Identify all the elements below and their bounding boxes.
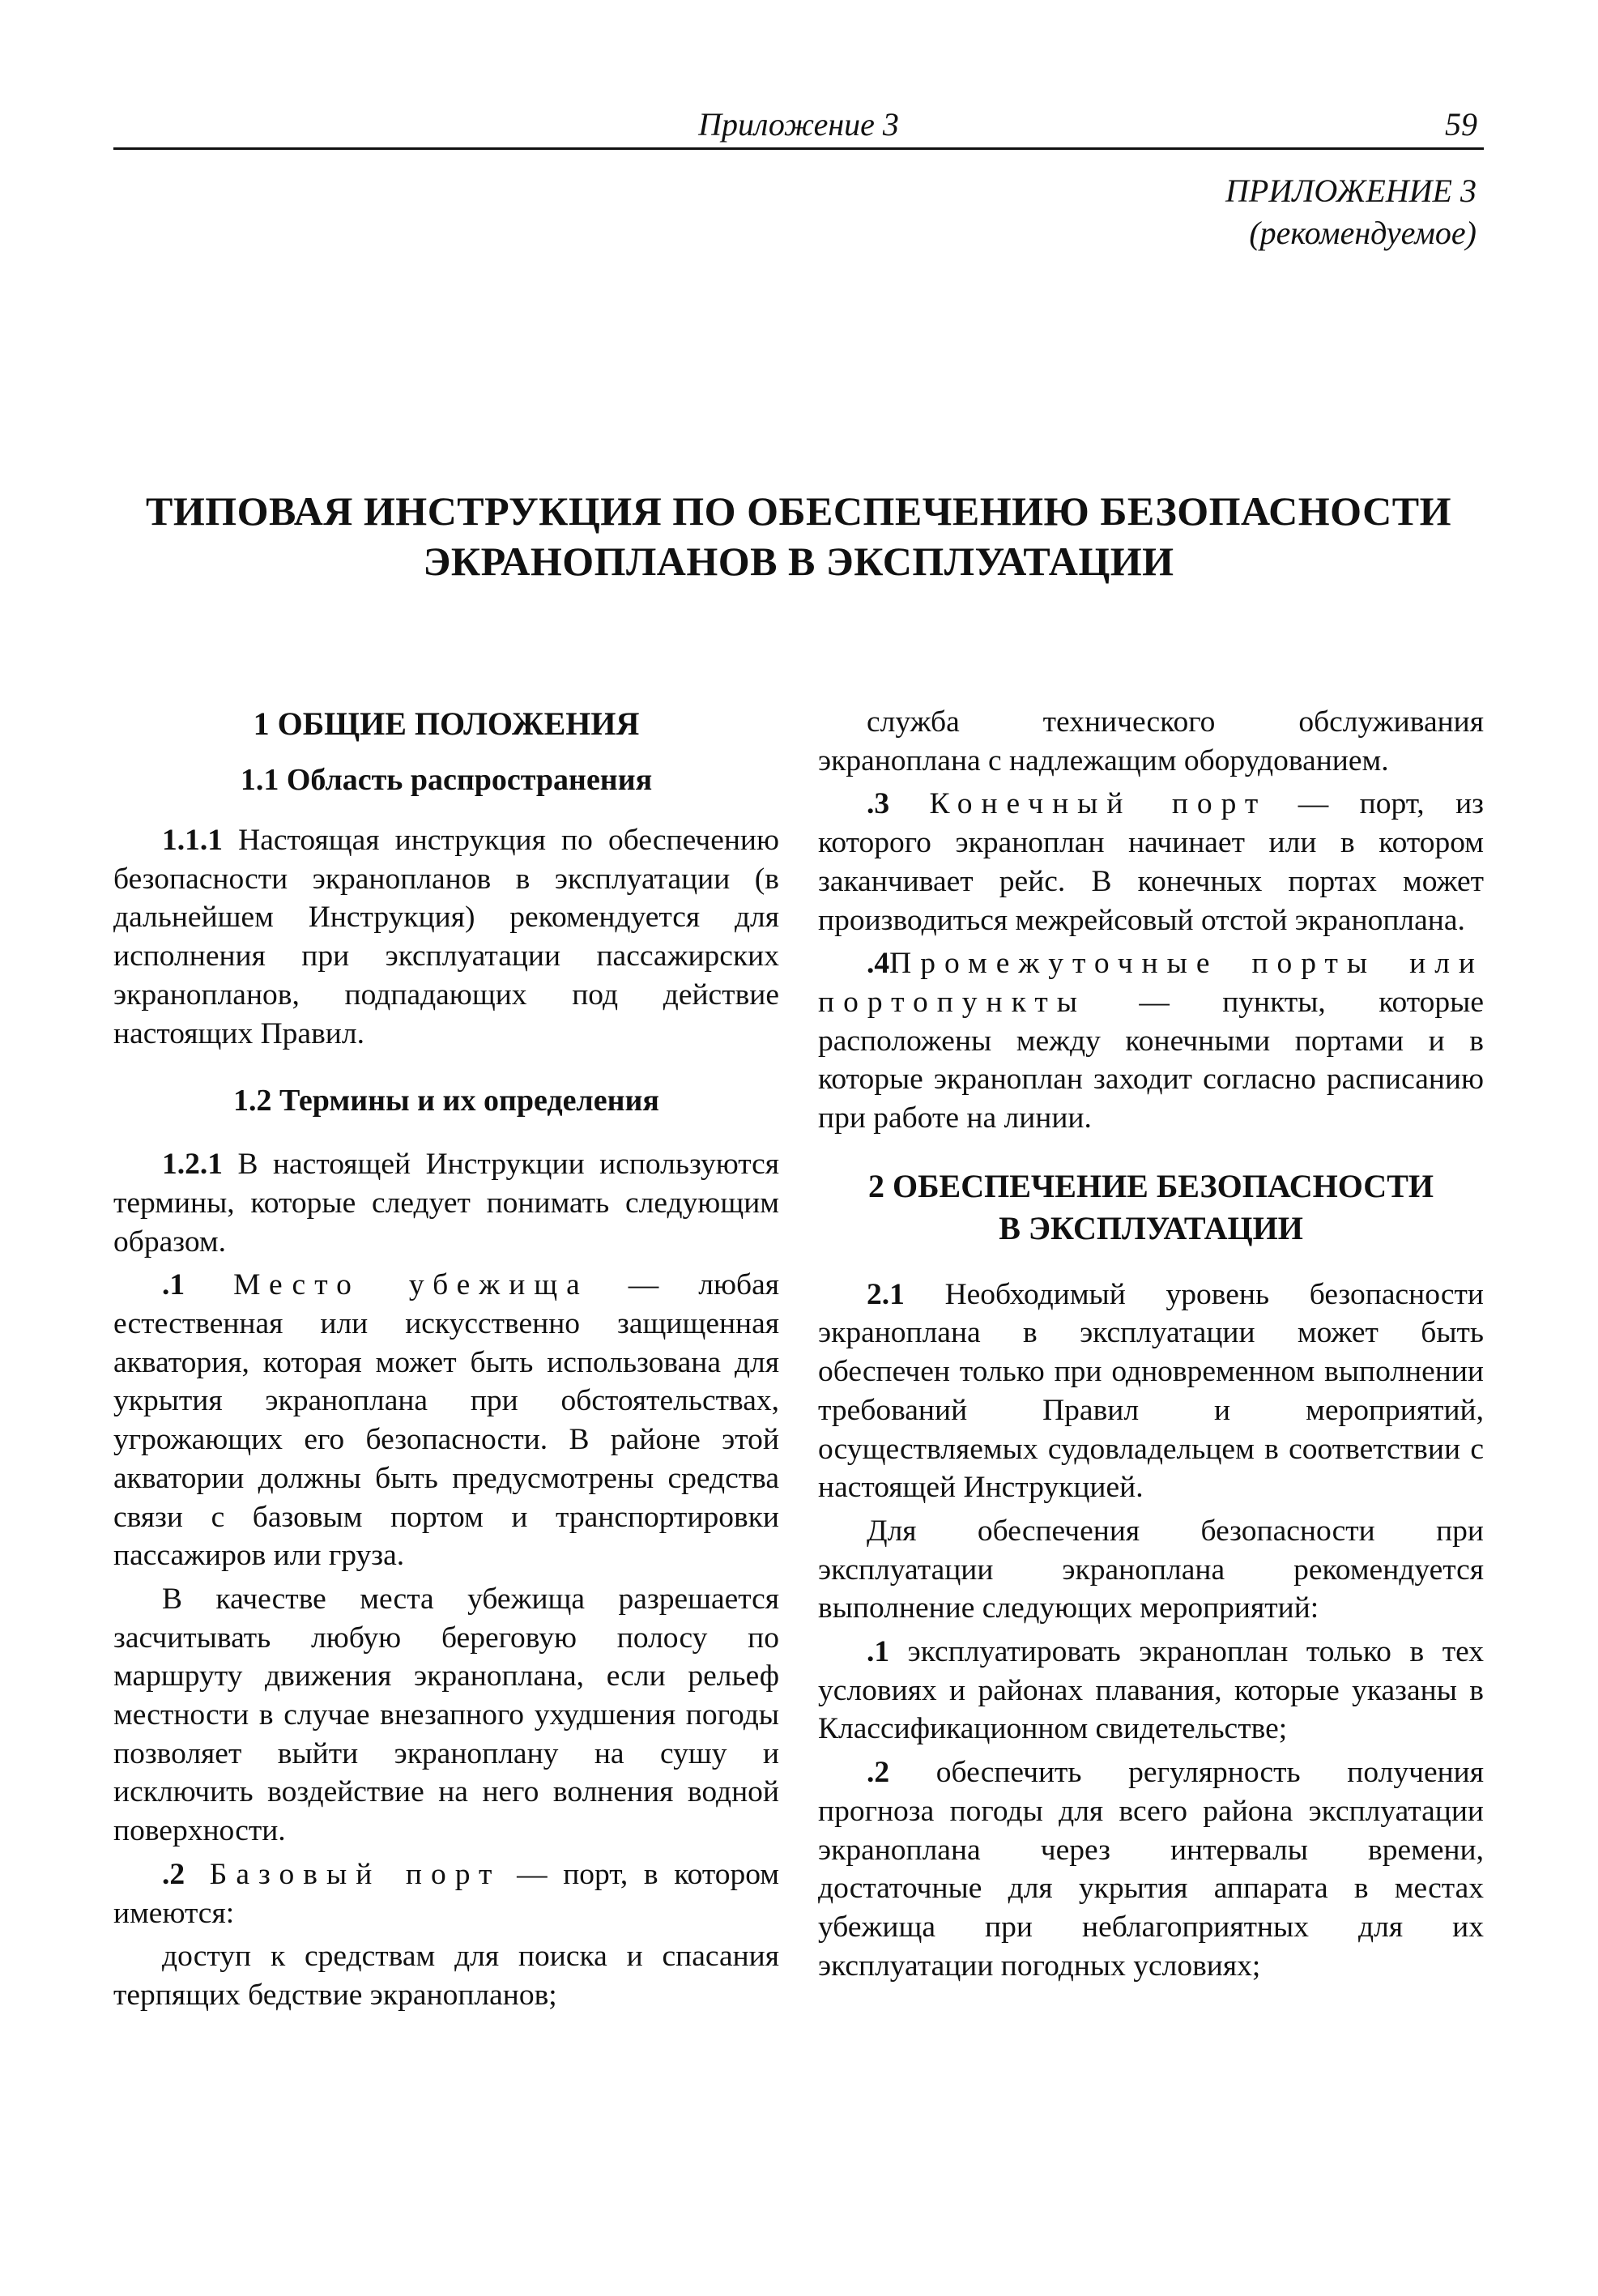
running-title: Приложение 3 — [698, 106, 899, 143]
paragraph-text: Настоящая инструкция по обеспечению безопасности экранопланов в эксплуатации (в дальнейшем Инструкция) рекомендуется для исполнения при эксплуатации пассажирских экранопланов, подпадающих под действие настоящих Правил. — [113, 824, 779, 1050]
page-number: 59 — [1445, 106, 1477, 143]
paragraph-number: 1.1.1 — [162, 824, 223, 857]
running-header — [113, 102, 1484, 150]
left-column — [113, 703, 779, 2020]
paragraph-number: 1.2.1 — [162, 1148, 223, 1182]
term-number: .2 — [162, 1857, 185, 1891]
paragraph-2-1-extra: Для обеспечения безопасности при эксплуатации экраноплана рекомендуется выполнение следующих мероприятий: — [818, 1514, 1484, 1625]
term-definition: — любая естественная или искусственно защищенная акватория, которая может быть использована для укрытия экраноплана при обстоятельствах, угрожающих его безопасности. В районе этой акватории должны быть предусмотрены средства связи с базовым портом и транспортировки пассажиров или груза. — [113, 1268, 779, 1573]
term-name: Базовый порт — [185, 1857, 501, 1891]
paragraph-1-1-1 — [113, 821, 779, 1053]
document-title-line-2: ЭКРАНОПЛАНОВ В ЭКСПЛУАТАЦИИ — [423, 539, 1174, 584]
term-definition: — пункты, которые расположены между конечными портами и в которые экраноплан заходит согласно расписанию при работе на линии. — [818, 985, 1484, 1135]
subsection-1-2-heading: 1.2 Термины и их определения — [233, 1084, 659, 1118]
term-2-base-port — [113, 1855, 779, 1932]
section-2-heading — [818, 1165, 1484, 1250]
paragraph-1-2-1 — [113, 1145, 779, 1261]
term-name: Конечный порт — [889, 787, 1268, 821]
document-title — [113, 486, 1484, 586]
term-number: .3 — [867, 787, 890, 821]
subsection-1-1-heading: 1.1 Область распространения — [240, 763, 653, 797]
measure-text: эксплуатировать экраноплан только в тех условиях и районах плавания, которые указаны в Классификационном свидетельстве; — [818, 1635, 1484, 1746]
appendix-note: (рекомендуемое) — [1249, 215, 1477, 251]
term-name: Место убежища — [185, 1268, 589, 1302]
measure-number: .2 — [867, 1756, 890, 1790]
right-column — [818, 703, 1484, 1990]
term-1-extra-paragraph: В качестве места убежища разрешается засчитывать любую береговую полосу по маршруту движения экраноплана, если рельеф местности в случае внезапного ухудшения погоды позволяет выйти экраноплану на сушу и исключить воздействие на него волнения водной поверхности. — [113, 1582, 779, 1848]
measure-1 — [818, 1633, 1484, 1749]
measure-text: обеспечить регулярность получения прогноза погоды для всего района эксплуатации экраноплана через интервалы времени, достаточные для укрытия аппарата в местах убежища при неблагоприятных для их эксплуатации погодных условиях; — [818, 1756, 1484, 1983]
section-2-heading-line-1: 2 ОБЕСПЕЧЕНИЕ БЕЗОПАСНОСТИ — [868, 1167, 1434, 1204]
measure-number: .1 — [867, 1635, 890, 1669]
term-number: .4 — [867, 947, 890, 981]
term-3-terminal-port — [818, 785, 1484, 939]
paragraph-2-1 — [818, 1276, 1484, 1507]
document-title-line-1: ТИПОВАЯ ИНСТРУКЦИЯ ПО ОБЕСПЕЧЕНИЮ БЕЗОПАСНОСТИ — [145, 488, 1452, 534]
term-2-extra-paragraph: доступ к средствам для поиска и спасания терпящих бедствие экранопланов; — [113, 1940, 779, 2012]
appendix-label: ПРИЛОЖЕНИЕ 3 — [1225, 173, 1477, 209]
term-number: .1 — [162, 1268, 185, 1302]
term-1-place-of-refuge — [113, 1266, 779, 1575]
measure-2 — [818, 1753, 1484, 1985]
term-4-intermediate-ports — [818, 944, 1484, 1138]
term-definition: — порт, из которого экраноплан начинает или в котором заканчивает рейс. В конечных портах может производиться межрейсовый отстой экраноплана. — [818, 787, 1484, 937]
appendix-label-block — [1225, 170, 1477, 254]
section-1-heading: 1 ОБЩИЕ ПОЛОЖЕНИЯ — [253, 705, 640, 742]
term-2-continuation: служба технического обслуживания экраноплана с надлежащим оборудованием. — [818, 705, 1484, 777]
paragraph-text: Необходимый уровень безопасности экраноплана в эксплуатации может быть обеспечен только при одновременном выполнении требований Правил и мероприятий, осуществляемых судовладельцем в соответствии с настоящей Инструкцией. — [818, 1277, 1484, 1505]
section-2-heading-line-2: В ЭКСПЛУАТАЦИИ — [999, 1209, 1303, 1246]
term-name: Промежуточные порты или портопункты — [818, 947, 1484, 1019]
paragraph-number: 2.1 — [867, 1277, 905, 1311]
term-definition: — порт, в котором имеются: — [113, 1857, 779, 1930]
paragraph-text: В настоящей Инструкции используются термины, которые следует понимать следующим образом. — [113, 1148, 779, 1259]
